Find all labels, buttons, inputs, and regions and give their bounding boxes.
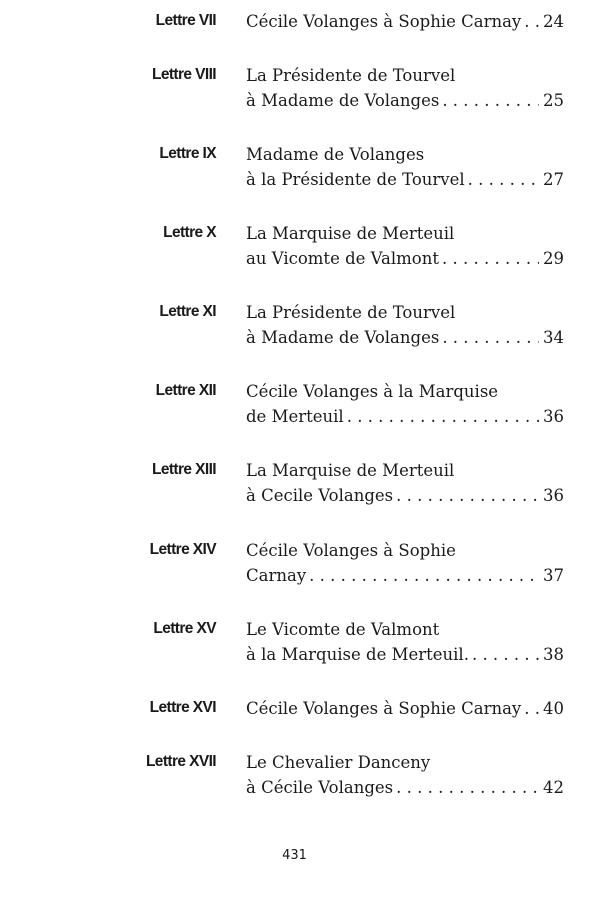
title-line (246, 221, 564, 246)
entry-title (246, 696, 564, 721)
dot-leader (524, 696, 539, 721)
title-line (246, 9, 564, 34)
page-number: 42 (543, 778, 564, 797)
title-text: au Vicomte de Valmont (246, 249, 439, 268)
page-number: 29 (543, 249, 564, 268)
title-line (246, 63, 564, 88)
entry-title (246, 750, 564, 800)
page-number: 34 (543, 328, 564, 347)
dot-leader (472, 642, 539, 667)
title-text: à Madame de Volanges (246, 328, 440, 347)
title-text: Le Vicomte de Valmont (246, 620, 440, 639)
title-text: à Madame de Volanges (246, 91, 440, 110)
title-text: La Marquise de Merteuil (246, 224, 455, 243)
page-folio: 431 (282, 848, 307, 863)
title-text: Cécile Volanges à Sophie Carnay (246, 12, 522, 31)
dot-leader (442, 88, 539, 113)
page-number: 37 (543, 566, 564, 585)
title-line (246, 617, 564, 642)
title-text: La Présidente de Tourvel (246, 66, 456, 85)
letter-number: Lettre X (163, 224, 216, 241)
title-line (246, 246, 564, 271)
title-line (246, 404, 564, 429)
dot-leader (524, 9, 539, 34)
title-line (246, 379, 564, 404)
title-text: La Marquise de Merteuil (246, 461, 455, 480)
entry-title (246, 9, 564, 34)
title-line (246, 483, 564, 508)
letter-number: Lettre VII (155, 12, 216, 29)
title-line (246, 167, 564, 192)
page-number: 25 (543, 91, 564, 110)
entry-title (246, 617, 564, 667)
entry-title (246, 458, 564, 508)
title-line (246, 642, 564, 667)
letter-number: Lettre XIII (151, 461, 216, 478)
letter-number: Lettre XIV (149, 541, 216, 558)
dot-leader (396, 483, 539, 508)
title-line (246, 775, 564, 800)
title-line (246, 325, 564, 350)
title-text: à la Marquise de Merteuil. (246, 645, 469, 664)
entry-title (246, 63, 564, 113)
page-number: 27 (543, 170, 564, 189)
title-line (246, 538, 564, 563)
title-text: à Cécile Volanges (246, 778, 394, 797)
page-number: 38 (543, 645, 564, 664)
entry-title (246, 379, 564, 429)
dot-leader (442, 246, 539, 271)
title-text: Cécile Volanges à la Marquise (246, 382, 499, 401)
letter-number: Lettre XVI (149, 699, 216, 716)
title-text: La Présidente de Tourvel (246, 303, 456, 322)
letter-number: Lettre XII (155, 382, 216, 399)
title-text: Le Chevalier Danceny (246, 753, 431, 772)
page-number: 40 (543, 699, 564, 718)
title-line (246, 563, 564, 588)
dot-leader (396, 775, 539, 800)
title-text: de Merteuil (246, 407, 344, 426)
title-text: à Cecile Volanges (246, 486, 394, 505)
entry-title (246, 300, 564, 350)
dot-leader (347, 404, 539, 429)
entry-title (246, 221, 564, 271)
letter-number: Lettre XVII (145, 753, 216, 770)
title-text: à la Présidente de Tourvel (246, 170, 465, 189)
letter-number: Lettre VIII (151, 66, 216, 83)
entry-title (246, 538, 564, 588)
title-line (246, 88, 564, 113)
title-text: Cécile Volanges à Sophie Carnay (246, 699, 522, 718)
title-line (246, 696, 564, 721)
letter-number: Lettre XI (159, 303, 216, 320)
title-text: Madame de Volanges (246, 145, 425, 164)
title-line (246, 458, 564, 483)
title-text: Carnay (246, 566, 307, 585)
title-text: Cécile Volanges à Sophie (246, 541, 456, 560)
dot-leader (442, 325, 539, 350)
letter-number: Lettre XV (153, 620, 216, 637)
page-number: 36 (543, 407, 564, 426)
page-number: 24 (543, 12, 564, 31)
page-number: 36 (543, 486, 564, 505)
title-line (246, 300, 564, 325)
letter-number: Lettre IX (159, 145, 216, 162)
title-line (246, 750, 564, 775)
dot-leader (468, 167, 539, 192)
entry-title (246, 142, 564, 192)
dot-leader (309, 563, 539, 588)
title-line (246, 142, 564, 167)
